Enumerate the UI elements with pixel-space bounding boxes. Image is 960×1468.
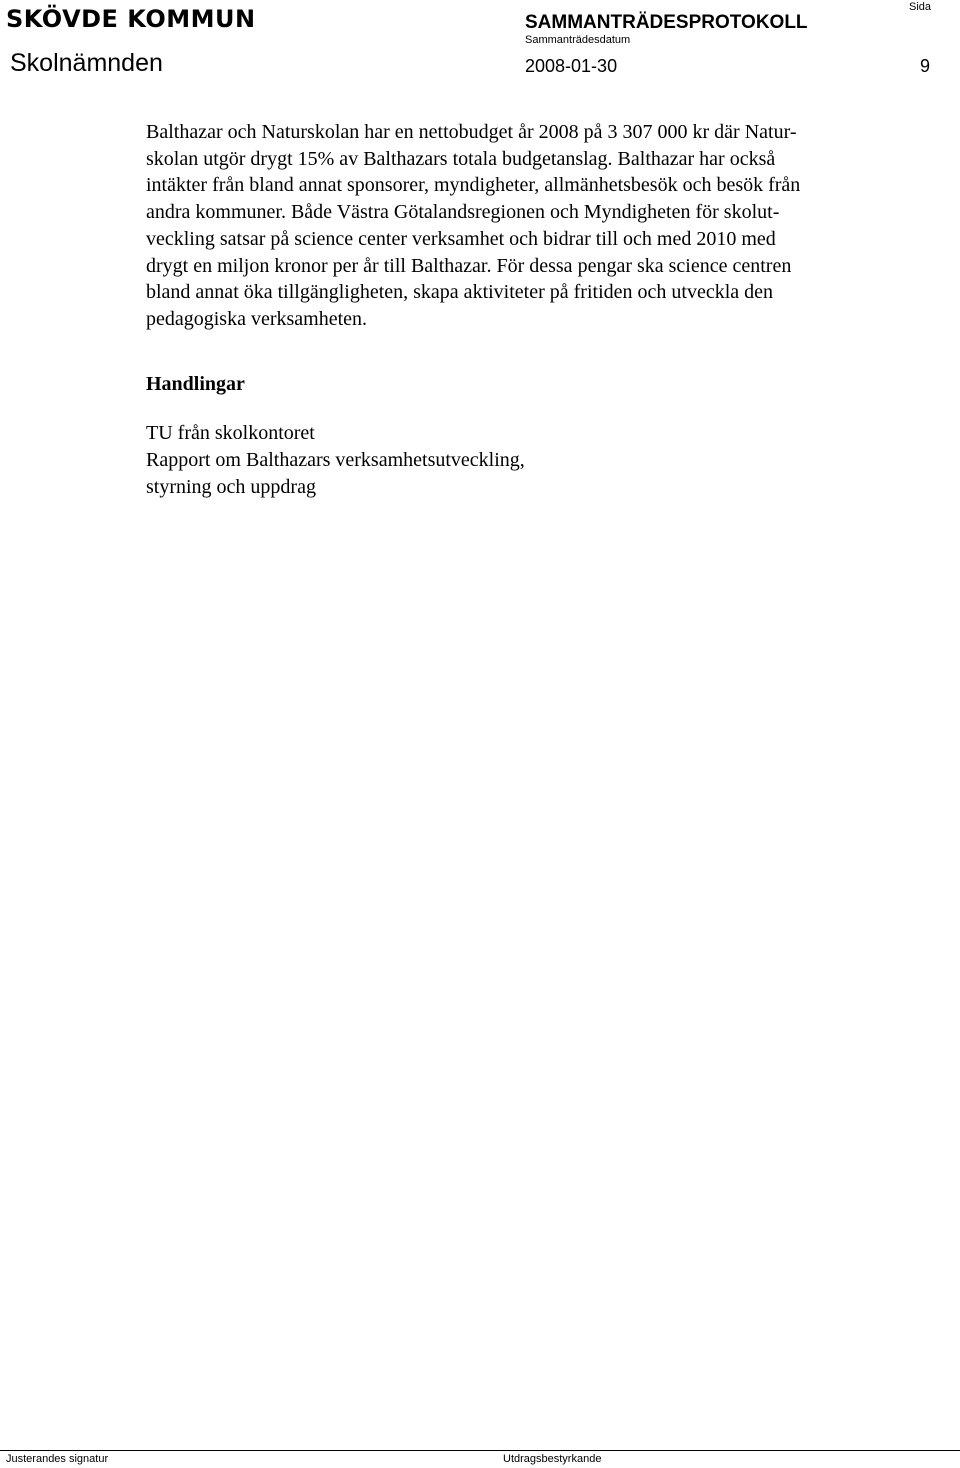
municipality-logo: SKÖVDE KOMMUN xyxy=(6,5,256,33)
body-paragraph xyxy=(146,119,906,333)
list-item: Rapport om Balthazars verksamhetsutveckling, xyxy=(146,449,525,471)
list-item: TU från skolkontoret xyxy=(146,422,315,444)
extract-label: Utdragsbestyrkande xyxy=(503,1453,602,1465)
list-item: styrning och uppdrag xyxy=(146,476,316,498)
signature-label: Justerandes signatur xyxy=(6,1453,109,1465)
paragraph-line: andra kommuner. Både Västra Götalandsregionen och Myndigheten för skolut- xyxy=(146,201,780,224)
footer-divider xyxy=(0,1450,960,1451)
paragraph-line: bland annat öka tillgängligheten, skapa aktiviteter på fritiden och utveckla den xyxy=(146,281,774,304)
document-type: SAMMANTRÄDESPROTOKOLL xyxy=(525,12,808,33)
paragraph-line: pedagogiska verksamheten. xyxy=(146,307,368,330)
department-name: Skolnämnden xyxy=(10,49,163,77)
page-label: Sida xyxy=(909,1,932,13)
meeting-date-label: Sammanträdesdatum xyxy=(525,34,631,46)
page-number: 9 xyxy=(920,56,931,76)
paragraph-line: veckling satsar på science center verksamhet och bidrar till och med 2010 med xyxy=(146,227,776,250)
section-heading: Handlingar xyxy=(146,373,245,395)
document-list xyxy=(146,420,525,501)
paragraph-line: skolan utgör drygt 15% av Balthazars totala budgetanslag. Balthazar har också xyxy=(146,147,776,170)
paragraph-line: Balthazar och Naturskolan har en nettobudget år 2008 på 3 307 000 kr där Natur- xyxy=(146,121,797,143)
paragraph-line: intäkter från bland annat sponsorer, myndigheter, allmänhetsbesök och besök från xyxy=(146,174,801,197)
meeting-date: 2008-01-30 xyxy=(525,56,618,76)
paragraph-line: drygt en miljon kronor per år till Balthazar. För dessa pengar ska science centren xyxy=(146,254,792,277)
